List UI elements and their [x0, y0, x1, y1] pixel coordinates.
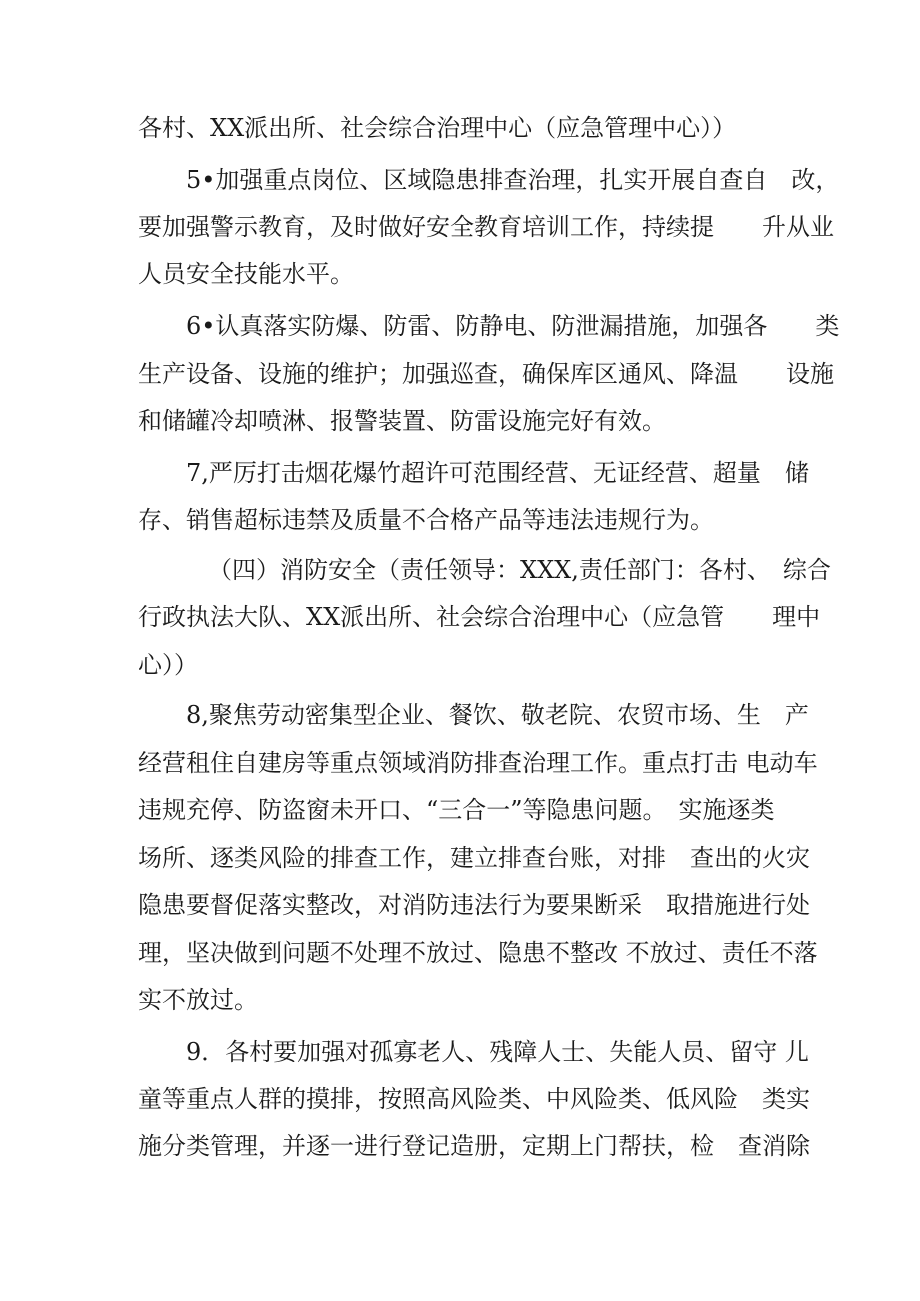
text-line-10: （四）消防安全（责任领导：XXX,责任部门：各村、 综合: [208, 556, 831, 584]
text-line-17: 隐患要督促落实整改，对消防违法行为要果断采 取措施进行处: [138, 891, 810, 919]
text-line-11: 行政执法大队、XX派出所、社会综合治理中心（应急管 理中: [138, 603, 821, 631]
text-line-18: 理，坚决做到问题不处理不放过、隐患不整改 不放过、责任不落: [138, 939, 818, 967]
text-line-8: 7,严厉打击烟花爆竹超许可范围经营、无证经营、超量 储: [186, 459, 809, 487]
text-line-21: 童等重点人群的摸排，按照高风险类、中风险类、低风险 类实: [138, 1085, 810, 1113]
text-line-6: 生产设备、设施的维护；加强巡查，确保库区通风、降温 设施: [138, 360, 834, 388]
text-line-7: 和储罐冷却喷淋、报警装置、防雷设施完好有效。: [138, 407, 666, 435]
text-line-3: 要加强警示教育，及时做好安全教育培训工作，持续提 升从业: [138, 213, 834, 241]
text-line-19: 实不放过。: [138, 986, 258, 1014]
text-line-22: 施分类管理，并逐一进行登记造册，定期上门帮扶，检 查消除: [138, 1132, 810, 1160]
text-line-9: 存、销售超标违禁及质量不合格产品等违法违规行为。: [138, 506, 714, 534]
text-line-13: 8,聚焦劳动密集型企业、餐饮、敬老院、农贸市场、生 产: [186, 701, 809, 729]
text-line-16: 场所、逐类风险的排查工作，建立排查台账，对排 查出的火灾: [138, 844, 810, 872]
text-line-1: 各村、XX派出所、社会综合治理中心（应急管理中心））: [138, 114, 737, 142]
text-line-15: 违规充停、防盗窗未开口、“三合一”等隐患问题。 实施逐类: [138, 796, 775, 824]
text-line-2: 5•加强重点岗位、区域隐患排查治理，扎实开展自查自 改，: [186, 166, 840, 194]
text-line-4: 人员安全技能水平。: [138, 260, 354, 288]
text-line-12: 心））: [138, 651, 198, 679]
text-line-20: 9．各村要加强对孤寡老人、残障人士、失能人员、留守 儿: [186, 1038, 809, 1066]
text-line-14: 经营租住自建房等重点领域消防排查治理工作。重点打击 电动车: [138, 749, 818, 777]
text-line-5: 6•认真落实防爆、防雷、防静电、防泄漏措施，加强各 类: [186, 312, 840, 340]
